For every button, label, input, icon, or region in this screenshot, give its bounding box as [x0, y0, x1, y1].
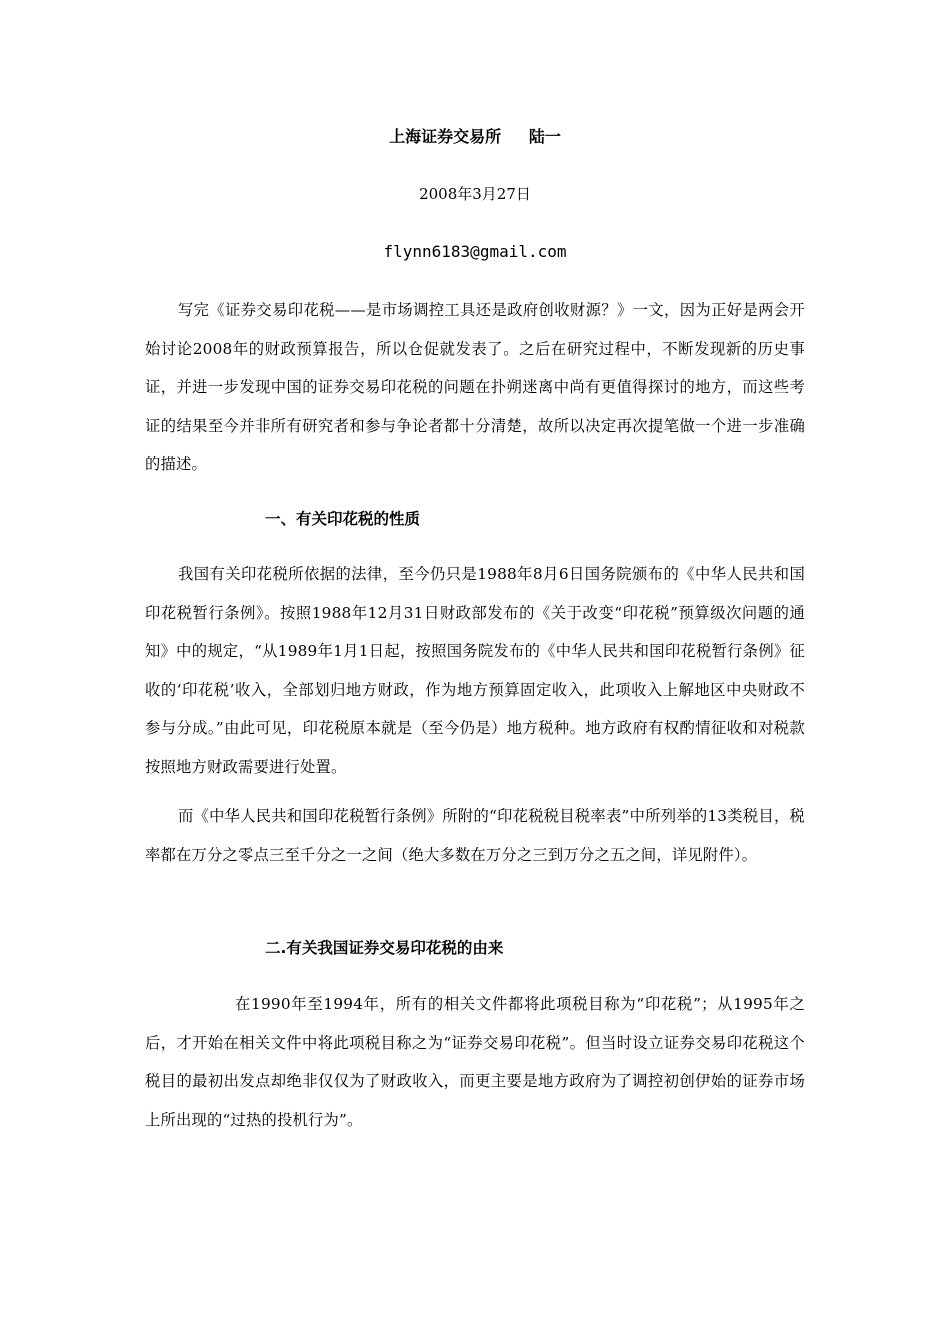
author-email: flynn6183@gmail.com — [383, 242, 567, 261]
document-date: 2008年3月27日 — [419, 185, 531, 203]
intro-paragraph: 写完《证券交易印花税——是市场调控工具还是政府创收财源？》一文，因为正好是两会开始讨论2008年的财政预算报告，所以仓促就发表了。之后在研究过程中，不断发现新的历史事证，并进一步发现中国的证券交易印花税的问题在扑朔迷离中尚有更值得探讨的地方，而这些考证的结果至今并非所有研究者和参与争论者都十分清楚，故所以决定再次提笔做一个进一步准确的描述。 — [145, 301, 805, 473]
section-2-paragraph-1: 在1990年至1994年，所有的相关文件都将此项税目称为“印花税”；从1995年之后，才开始在相关文件中将此项税目称之为“证券交易印花税”。但当时设立证券交易印花税这个税目的最初出发点却绝非仅仅为了财政收入，而更主要是地方政府为了调控初创伊始的证券市场上所出现的“过热的投机行为”。 — [145, 995, 805, 1129]
section-1-paragraph-1: 我国有关印花税所依据的法律，至今仍只是1988年8月6日国务院颁布的《中华人民共和国印花税暂行条例》。按照1988年12月31日财政部发布的《关于改变“印花税”预算级次问题的通知》中的规定，“从1989年1月1日起，按照国务院发布的《中华人民共和国印花税暂行条例》征收的‘印花税’收入，全部划归地方财政，作为地方预算固定收入，此项收入上解地区中央财政不参与分成。”由此可见，印花税原本就是（至今仍是）地方税种。地方政府有权酌情征收和对税款按照地方财政需要进行处置。 — [145, 565, 805, 776]
section-heading-origin: 二.有关我国证券交易印花税的由来 — [265, 939, 504, 957]
section-heading-nature: 一、有关印花税的性质 — [265, 510, 421, 528]
section-1-paragraph-2: 而《中华人民共和国印花税暂行条例》所附的“印花税税目税率表”中所列举的13类税目，税率都在万分之零点三至千分之一之间（绝大多数在万分之三到万分之五之间，详见附件）。 — [145, 807, 805, 864]
author-line: 上海证券交易所 陆一 — [389, 127, 561, 146]
